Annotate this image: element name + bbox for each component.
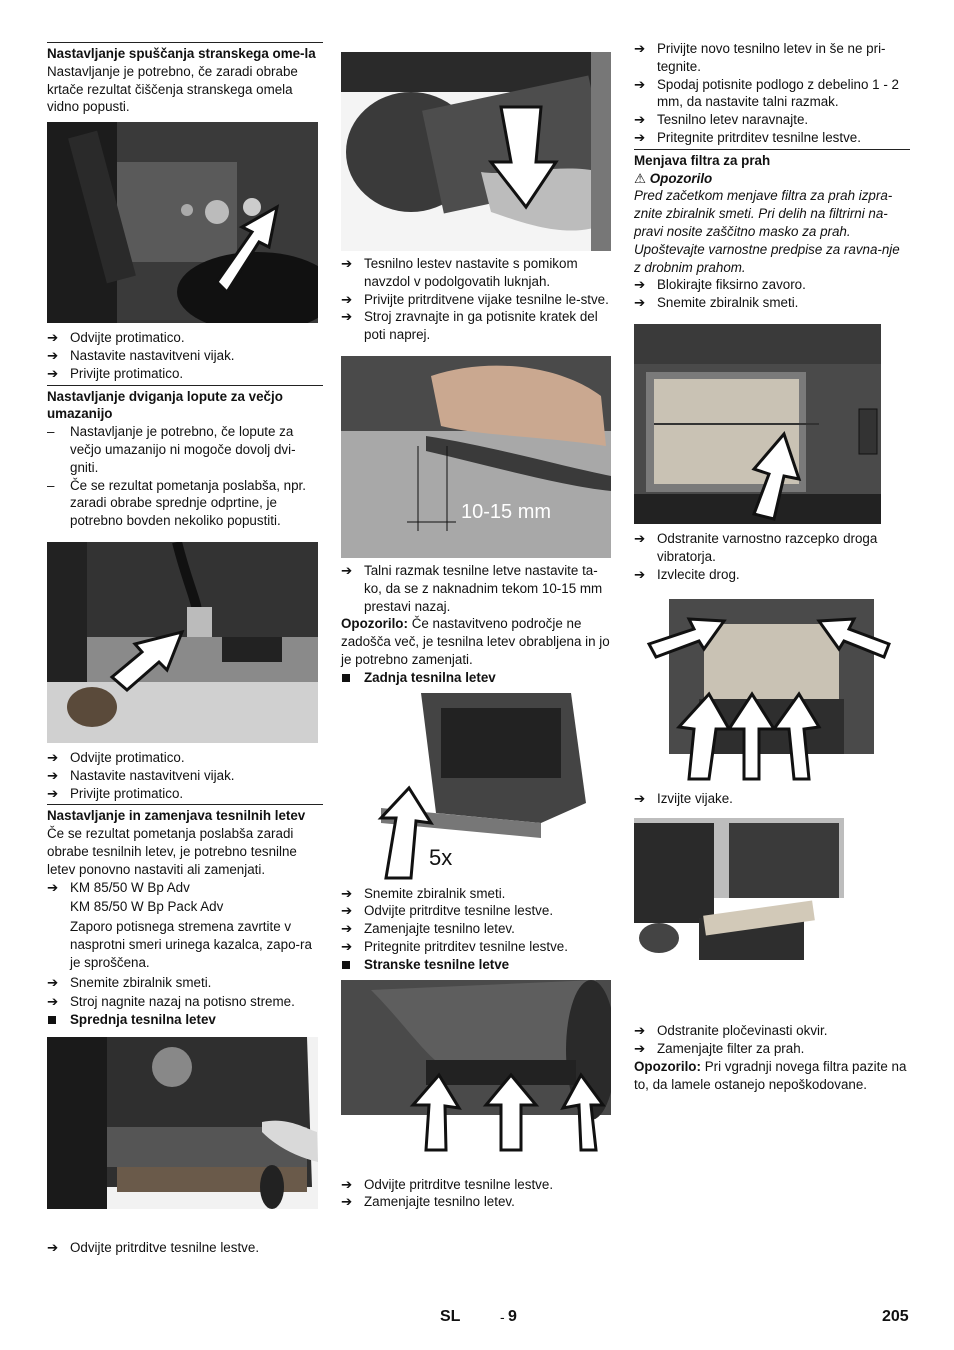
arrow-right-icon: ➔ xyxy=(47,879,59,895)
footer-section-page: 9 xyxy=(508,1308,517,1325)
model-text: Zaporo potisnega stremena zavrtite v nasprotni smeri urinega kazalca, zapo-ra je sproščena. xyxy=(70,919,312,970)
arrow-right-icon: ➔ xyxy=(634,76,646,92)
step: ➔ Odvijte pritrditve tesnilne lestve. xyxy=(341,903,554,919)
arrow-right-icon: ➔ xyxy=(341,256,353,271)
step: ➔ Odvijte pritrditve tesnilne lestve. xyxy=(47,1239,260,1255)
section-title-side-broom: Nastavljanje spuščanja stranskega ome-la xyxy=(47,42,323,63)
subheading-front-strip: Sprednja tesnilna letev xyxy=(47,1011,323,1029)
subheading-side-strips: Stranske tesnilne letve xyxy=(341,956,613,974)
arrow-right-icon: ➔ xyxy=(341,309,353,325)
warning-icon: ⚠ xyxy=(634,170,647,186)
step: ➔ Pritegnite pritrditev tesnilne lestve. xyxy=(341,938,568,954)
step: ➔ Odvijte protimatico. xyxy=(47,749,185,765)
arrow-right-icon: ➔ xyxy=(341,885,353,901)
figure-filter-screws xyxy=(644,599,894,784)
arrow-right-icon: ➔ xyxy=(47,974,59,990)
step: ➔ Pritegnite pritrditev tesnilne lestve. xyxy=(634,129,861,145)
figure-floor-gap xyxy=(341,356,611,558)
arrow-right-icon: ➔ xyxy=(634,277,646,293)
step: ➔ KM 85/50 W Bp Adv xyxy=(47,879,190,895)
step: ➔ Privijte protimatico. xyxy=(47,365,184,381)
dash-item: – Če se rezultat pometanja poslabša, npr. zaradi obrabe sprednje odprtine, je potrebno bovden nekoliko popustiti. xyxy=(47,477,306,529)
arrow-right-icon: ➔ xyxy=(634,295,646,311)
step: ➔ Privijte protimatico. xyxy=(47,785,184,801)
section-title-flap: Nastavljanje dviganja lopute za večjo umazanijo xyxy=(47,385,323,424)
arrow-right-icon: ➔ xyxy=(47,347,59,363)
dash-item: – Nastavljanje je potrebno, če lopute za večjo umazanijo ni mogoče dovolj dvi-gniti. xyxy=(47,424,296,475)
figure-remove-frame xyxy=(634,818,844,970)
arrow-right-icon: ➔ xyxy=(634,129,646,145)
step: ➔ Nastavite nastavitveni vijak. xyxy=(47,347,235,363)
note: Opozorilo: Pri vgradnji novega filtra pazite na to, da lamele ostanejo nepoškodovane. xyxy=(634,1058,907,1092)
arrow-right-icon: ➔ xyxy=(634,41,646,56)
arrow-right-icon: ➔ xyxy=(634,112,646,128)
warning-text: Pred začetkom menjave filtra za prah izpra-znite zbiralnik smeti. Pri delih na filtrirni na-pravi nosite zaščitno masko za prah. Upoštevajte varnostne predpise za ravna-nje z drobnim prahom. xyxy=(634,188,900,275)
square-bullet-icon xyxy=(342,961,350,969)
step: ➔ Odvijte pritrditve tesnilne lestve. xyxy=(341,1176,554,1192)
arrow-right-icon: ➔ xyxy=(341,921,353,937)
figure-front-strip xyxy=(47,1037,318,1209)
arrow-right-icon: ➔ xyxy=(634,1040,646,1056)
figure-rear-strip xyxy=(341,693,611,883)
arrow-right-icon: ➔ xyxy=(47,785,59,801)
arrow-right-icon: ➔ xyxy=(341,938,353,954)
arrow-right-icon: ➔ xyxy=(341,562,353,578)
arrow-right-icon: ➔ xyxy=(634,566,646,582)
model-name: KM 85/50 W Bp Pack Adv xyxy=(70,899,224,915)
step: ➔ Blokirajte fiksirno zavoro. xyxy=(634,277,806,293)
step: ➔ Nastavite nastavitveni vijak. xyxy=(47,767,235,783)
column-3 xyxy=(634,40,910,1093)
column-1 xyxy=(47,40,323,1257)
step: ➔ Tesnilno letev naravnajte. xyxy=(634,112,809,128)
count-label: 5x xyxy=(429,844,453,870)
step: ➔ Stroj nagnite nazaj na potisno streme. xyxy=(47,994,295,1010)
step: ➔ Izvlecite drog. xyxy=(634,566,740,582)
step: ➔ Zamenjajte tesnilno letev. xyxy=(341,921,515,937)
step: ➔ Odvijte protimatico. xyxy=(47,330,185,346)
step: ➔ Privijte pritrditvene vijake tesnilne le-stve. xyxy=(341,291,609,307)
arrow-right-icon: ➔ xyxy=(47,365,59,381)
figure-filter-rod xyxy=(634,324,881,524)
figure-flap-adjust xyxy=(47,542,318,743)
footer-dash: - xyxy=(500,1309,505,1325)
arrow-right-icon: ➔ xyxy=(634,1023,646,1039)
arrow-right-icon: ➔ xyxy=(341,903,353,919)
arrow-right-icon: ➔ xyxy=(341,291,353,307)
step: ➔ Snemite zbiralnik smeti. xyxy=(634,295,799,311)
warning-heading: ⚠ Opozorilo xyxy=(634,170,713,186)
paragraph: Če se rezultat pometanja poslabša zaradi obrabe tesnilnih letev, je potrebno tesnilne letev ponovno nastaviti ali zamenjati. xyxy=(47,826,297,877)
figure-strip-slots xyxy=(341,52,611,251)
figure-side-strips xyxy=(341,980,611,1152)
section-title-seal-strips: Nastavljanje in zamenjava tesnilnih letev xyxy=(47,804,323,825)
step: ➔ Tesnilno lestev nastavite s pomikom navzdol v podolgovatih luknjah. xyxy=(341,256,578,289)
subheading-rear-strip: Zadnja tesnilna letev xyxy=(341,669,613,687)
arrow-right-icon: ➔ xyxy=(47,330,59,346)
step: ➔ Odstranite pločevinasti okvir. xyxy=(634,1023,828,1039)
section-title-dust-filter: Menjava filtra za prah xyxy=(634,149,910,170)
figure-side-broom-adjust xyxy=(47,122,318,323)
footer-language: SL xyxy=(440,1308,461,1325)
step: ➔ Zamenjajte filter za prah. xyxy=(634,1040,805,1056)
step: ➔ Snemite zbiralnik smeti. xyxy=(341,885,506,901)
step: ➔ Talni razmak tesnilne letve nastavite ta-ko, da se z naknadnim tekom 10-15 mm prestavi nazaj. xyxy=(341,562,603,614)
arrow-right-icon: ➔ xyxy=(47,749,59,765)
arrow-right-icon: ➔ xyxy=(341,1176,353,1192)
square-bullet-icon xyxy=(48,1016,56,1024)
arrow-right-icon: ➔ xyxy=(47,1239,59,1255)
step: ➔ Spodaj potisnite podlogo z debelino 1 - 2 mm, da nastavite talni razmak. xyxy=(634,76,899,110)
column-2 xyxy=(341,52,613,1211)
page-number: 205 xyxy=(882,1308,909,1325)
square-bullet-icon xyxy=(342,674,350,682)
arrow-right-icon: ➔ xyxy=(341,1194,353,1210)
step: ➔ Zamenjajte tesnilno letev. xyxy=(341,1194,515,1210)
note: Opozorilo: Če nastavitveno področje ne zadošča več, je tesnilna letev obrabljena in jo je potrebno zamenjati. xyxy=(341,616,610,667)
arrow-right-icon: ➔ xyxy=(47,767,59,783)
gap-label: 10-15 mm xyxy=(461,500,552,523)
arrow-right-icon: ➔ xyxy=(634,530,646,546)
step: ➔ Odstranite varnostno razcepko droga vibratorja. xyxy=(634,530,878,564)
step: ➔ Stroj zravnajte in ga potisnite kratek del poti naprej. xyxy=(341,309,598,343)
step: ➔ Privijte novo tesnilno letev in še ne pri-tegnite. xyxy=(634,41,886,74)
arrow-right-icon: ➔ xyxy=(47,994,59,1010)
arrow-right-icon: ➔ xyxy=(634,791,646,807)
step: ➔ Snemite zbiralnik smeti. xyxy=(47,974,212,990)
step: ➔ Izvijte vijake. xyxy=(634,791,733,807)
paragraph: Nastavljanje je potrebno, če zaradi obrabe krtače rezultat čiščenja stranskega omela vidno popusti. xyxy=(47,63,298,115)
